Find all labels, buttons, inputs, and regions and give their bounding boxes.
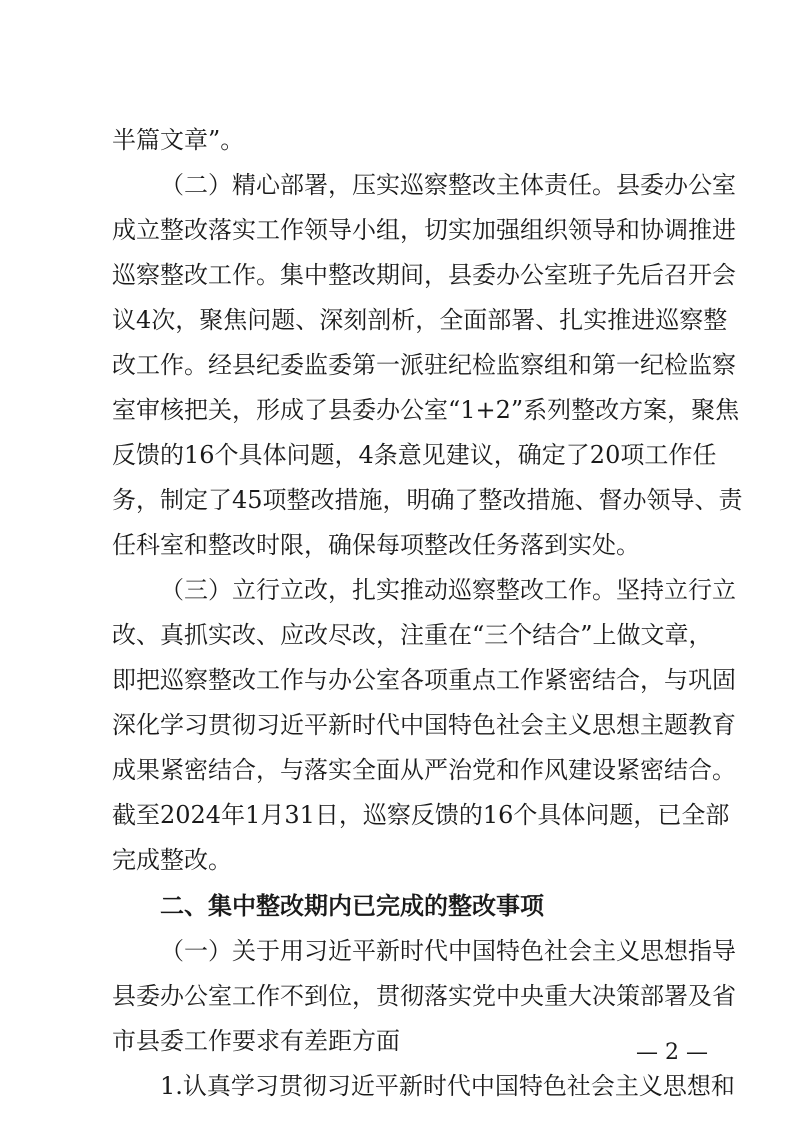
- page-number: — 2 —: [636, 1040, 708, 1065]
- section-heading: 二、集中整改期内已完成的整改事项: [160, 892, 544, 920]
- text-line: 务，制定了45项整改措施，明确了整改措施、督办领导、责: [112, 486, 743, 514]
- text-line: 即把巡察整改工作与办公室各项重点工作紧密结合，与巩固: [112, 666, 736, 694]
- text-line: 改、真抓实改、应改尽改，注重在“三个结合”上做文章，: [112, 621, 713, 649]
- text-line: 室审核把关，形成了县委办公室“1+2”系列整改方案，聚焦: [112, 396, 740, 424]
- text-line: 成果紧密结合，与落实全面从严治党和作风建设紧密结合。: [112, 756, 736, 784]
- text-line: 任科室和整改时限，确保每项整改任务落到实处。: [112, 531, 640, 559]
- text-line: 市县委工作要求有差距方面: [112, 1027, 400, 1055]
- text-line: 半篇文章”。: [112, 126, 245, 154]
- text-line: 截至2024年1月31日，巡察反馈的16个具体问题，已全部: [112, 801, 730, 829]
- text-line: 县委办公室工作不到位，贯彻落实党中央重大决策部署及省: [112, 982, 736, 1010]
- text-line: 成立整改落实工作领导小组，切实加强组织领导和协调推进: [112, 216, 736, 244]
- text-line: （一）关于用习近平新时代中国特色社会主义思想指导: [160, 937, 736, 965]
- text-line: 完成整改。: [112, 846, 232, 874]
- text-line: 深化学习贯彻习近平新时代中国特色社会主义思想主题教育: [112, 711, 736, 739]
- text-line: 议4次，聚焦问题、深刻剖析，全面部署、扎实推进巡察整: [112, 306, 728, 334]
- text-line: 1.认真学习贯彻习近平新时代中国特色社会主义思想和: [160, 1072, 735, 1100]
- text-line: 改工作。经县纪委监委第一派驻纪检监察组和第一纪检监察: [112, 351, 736, 379]
- text-line: （三）立行立改，扎实推动巡察整改工作。坚持立行立: [160, 576, 736, 604]
- text-line: 巡察整改工作。集中整改期间，县委办公室班子先后召开会: [112, 261, 736, 289]
- text-line: 反馈的16个具体问题，4条意见建议，确定了20项工作任: [112, 441, 717, 469]
- text-line: （二）精心部署，压实巡察整改主体责任。县委办公室: [160, 171, 736, 199]
